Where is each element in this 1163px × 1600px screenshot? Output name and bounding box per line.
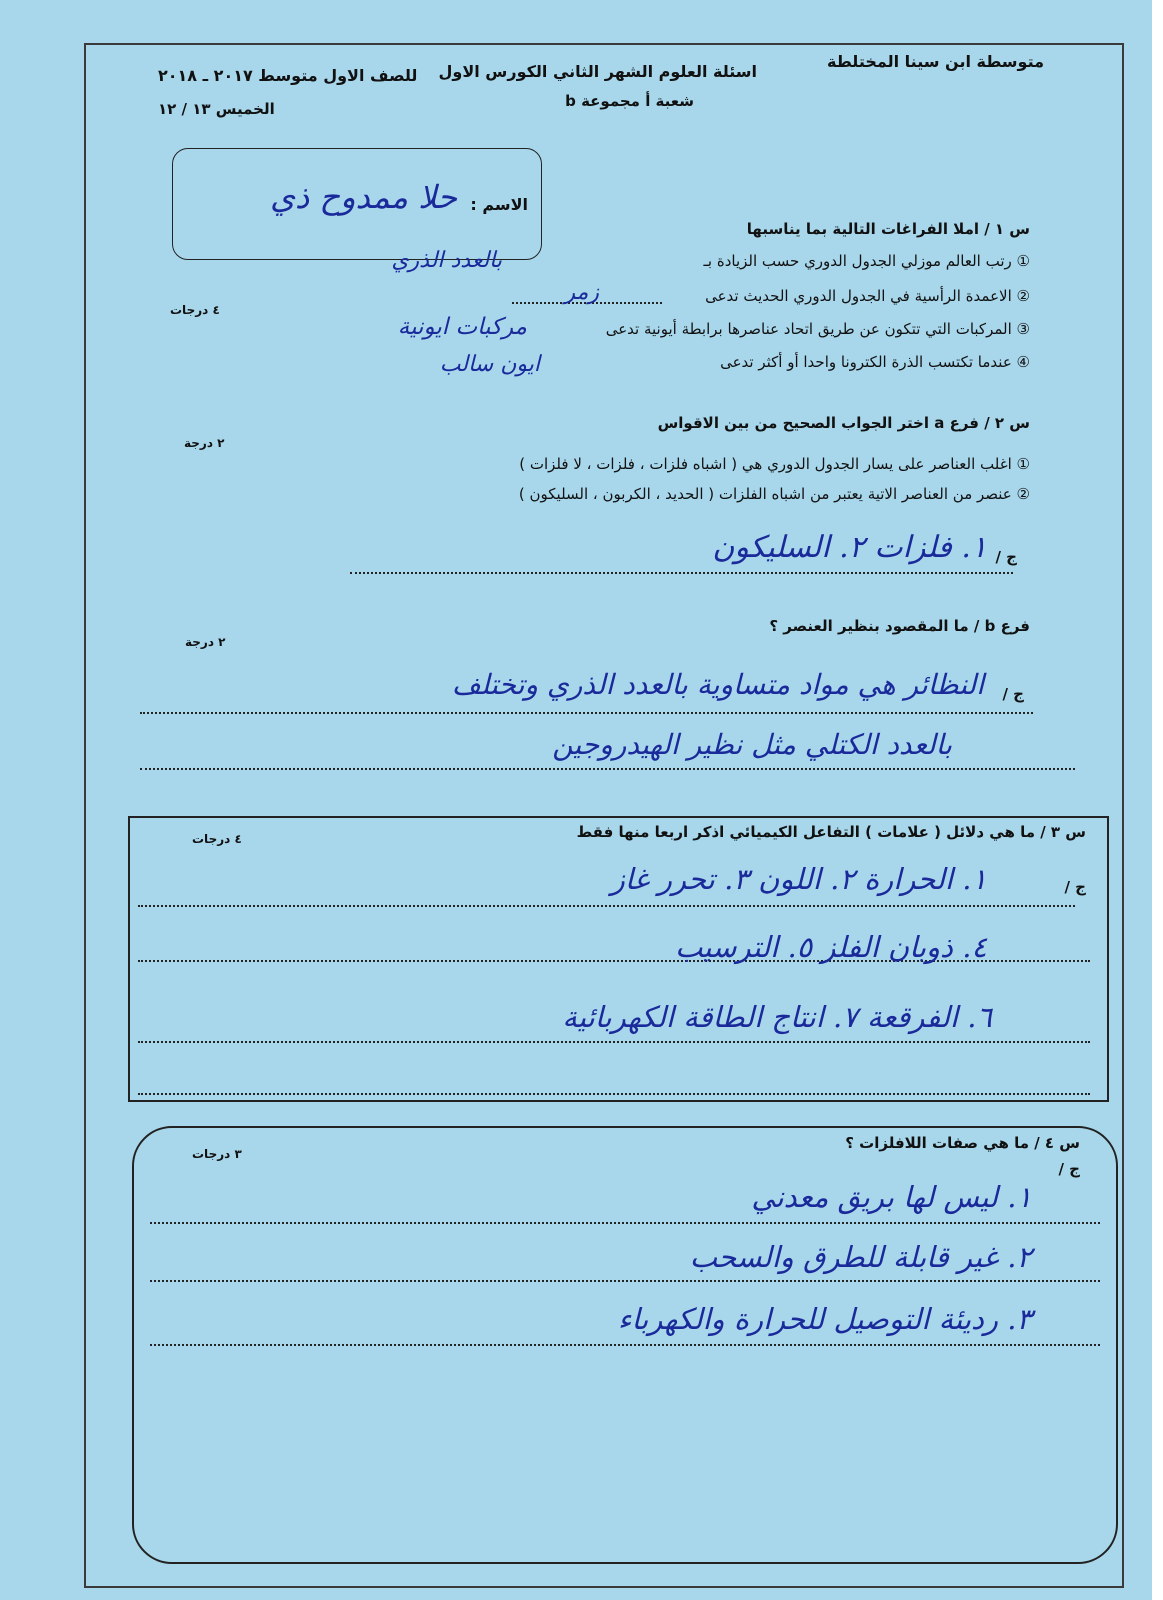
- q2a-item-2: [519, 485, 1030, 503]
- q3-title: س ٣ / ما هي دلائل ( علامات ) التفاعل الكيميائي اذكر اربعا منها فقط: [576, 823, 1086, 841]
- q4-title: س ٤ / ما هي صفات اللافلزات ؟: [845, 1134, 1080, 1152]
- exam-subject: اسئلة العلوم الشهر الثاني الكورس الاول: [438, 62, 757, 81]
- q1-item-2: [705, 287, 1030, 305]
- q4-answer-2: ٢. غير قابلة للطرق والسحب: [689, 1240, 1032, 1274]
- school-name: متوسطة ابن سينا المختلطة: [827, 52, 1044, 71]
- q3-answer-line-3: [138, 1041, 1090, 1043]
- exam-date: الخميس ١٣ / ١٢: [158, 100, 275, 118]
- q4-answer-prefix: ج /: [1058, 1160, 1080, 1178]
- name-label: الاسم :: [470, 195, 528, 214]
- q3-answer-2: ٤. ذوبان الفلز ٥. الترسيب: [675, 930, 987, 964]
- q2a-marks: ٢ درجة: [184, 436, 225, 450]
- q1-item-4-number: ④: [1016, 353, 1030, 371]
- q1-item-4-answer: ايون سالب: [439, 352, 540, 377]
- q4-answer-line-2: [150, 1280, 1100, 1282]
- q1-item-1: [704, 252, 1030, 270]
- q2b-answer-line-1: [140, 712, 1033, 714]
- q2b-answer-1: النظائر هي مواد متساوية بالعدد الذري وتختلف: [451, 668, 984, 701]
- q3-answer-1: ١. الحرارة ٢. اللون ٣. تحرر غاز: [610, 862, 987, 896]
- q1-item-1-text: رتب العالم موزلي الجدول الدوري حسب الزيادة بـ: [703, 252, 1012, 270]
- q1-item-1-number: ①: [1016, 252, 1030, 270]
- q1-item-2-text: الاعمدة الرأسية في الجدول الدوري الحديث تدعى: [705, 287, 1012, 305]
- q2a-answer-line: [350, 572, 1013, 574]
- q2a-answer-prefix: ج /: [995, 548, 1017, 566]
- q1-item-4: [720, 353, 1030, 371]
- q1-marks: ٤ درجات: [170, 303, 220, 317]
- q1-title: س ١ / املا الفراغات التالية بما يناسبها: [746, 220, 1030, 238]
- q2a-answer: ١. فلزات ٢. السليكون: [712, 530, 987, 565]
- section-group: شعبة أ مجموعة b: [565, 92, 694, 110]
- q2a-item-1-number: ①: [1016, 455, 1030, 473]
- q3-answer-line-4: [138, 1093, 1090, 1095]
- q4-answer-1: ١. ليس لها بريق معدني: [751, 1180, 1032, 1214]
- q1-item-3: [606, 320, 1030, 338]
- q4-answer-3: ٣. رديئة التوصيل للحرارة والكهرباء: [617, 1302, 1032, 1336]
- student-name: حلا ممدوح ذي: [269, 178, 457, 216]
- q2b-answer-prefix: ج /: [1002, 685, 1024, 703]
- q3-answer-prefix: ج /: [1064, 878, 1086, 896]
- q1-item-1-answer: بالعدد الذري: [391, 248, 502, 273]
- q3-answer-line-1: [138, 905, 1075, 907]
- q1-item-3-text: المركبات التي تتكون عن طريق اتحاد عناصرها برابطة أيونية تدعى: [605, 320, 1012, 338]
- q2b-answer-line-2: [140, 768, 1075, 770]
- q1-item-2-answer: زمر: [564, 280, 599, 305]
- q1-item-4-text: عندما تكتسب الذرة الكترونا واحدا أو أكثر تدعى: [720, 353, 1012, 371]
- q1-item-3-answer: مركبات ايونية: [397, 314, 527, 340]
- q1-item-3-number: ③: [1016, 320, 1030, 338]
- q2b-answer-2: بالعدد الكتلي مثل نظير الهيدروجين: [552, 728, 952, 761]
- q2a-title: س ٢ / فرع a اختر الجواب الصحيح من بين الاقواس: [657, 414, 1030, 432]
- q4-answer-line-3: [150, 1344, 1100, 1346]
- q3-answer-3: ٦. الفرقعة ٧. انتاج الطاقة الكهربائية: [562, 1000, 992, 1034]
- exam-grade: للصف الاول متوسط ٢٠١٧ ـ ٢٠١٨: [158, 66, 418, 85]
- q2a-item-1: [519, 455, 1030, 473]
- q2a-item-2-number: ②: [1016, 485, 1030, 503]
- q2a-item-1-text: اغلب العناصر على يسار الجدول الدوري هي ( اشباه فلزات ، فلزات ، لا فلزات ): [519, 455, 1012, 473]
- q2b-title: فرع b / ما المقصود بنظير العنصر ؟: [769, 617, 1030, 635]
- q2a-item-2-text: عنصر من العناصر الاتية يعتبر من اشباه الفلزات ( الحديد ، الكربون ، السليكون ): [518, 485, 1012, 503]
- q3-marks: ٤ درجات: [192, 832, 242, 846]
- q1-item-2-number: ②: [1016, 287, 1030, 305]
- q4-answer-line-1: [150, 1222, 1100, 1224]
- q4-marks: ٣ درجات: [192, 1147, 242, 1161]
- q2b-marks: ٢ درجة: [185, 635, 226, 649]
